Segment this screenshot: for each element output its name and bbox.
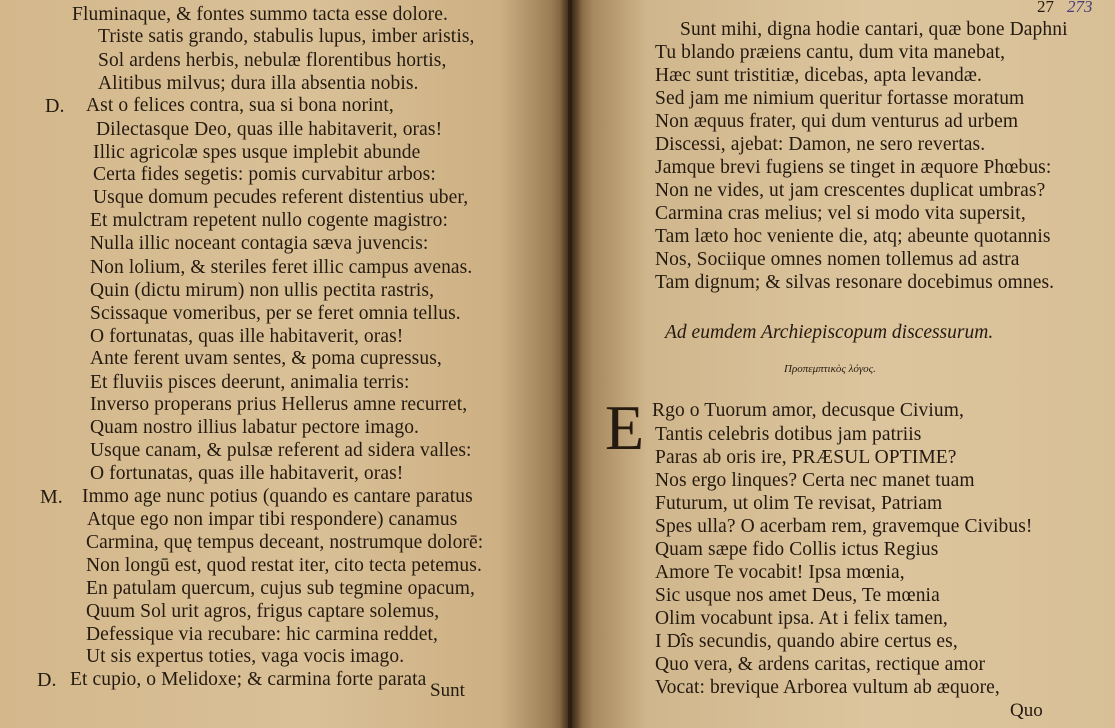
left-verse-line-25: Non longū est, quod restat iter, cito tecta petemus. bbox=[86, 555, 482, 576]
left-verse-line-22: Immo age nunc potius (quando es cantare paratus bbox=[82, 486, 473, 507]
left-verse-line-27: Quum Sol urit agros, frigus captare solemus, bbox=[86, 601, 440, 622]
left-verse-line-10: Et mulctram repetent nullo cogente magistro: bbox=[90, 210, 448, 231]
poem-line-5: Futurum, ut olim Te revisat, Patriam bbox=[655, 493, 943, 514]
speaker-label-1: D. bbox=[45, 95, 65, 117]
book-gutter bbox=[560, 0, 582, 728]
right-verse-line-11: Nos, Sociique omnes nomen tollemus ad astra bbox=[655, 249, 1020, 270]
left-verse-line-21: O fortunatas, quas ille habitaverit, oras! bbox=[90, 463, 404, 484]
speaker-label-3: D. bbox=[37, 669, 57, 691]
left-verse-line-26: En patulam quercum, cujus sub tegmine opacum, bbox=[86, 578, 475, 599]
left-catchword: Sunt bbox=[430, 680, 465, 701]
left-verse-line-15: O fortunatas, quas ille habitaverit, oras! bbox=[90, 326, 404, 347]
left-verse-line-17: Et fluviis pisces deerunt, animalia terris: bbox=[90, 372, 410, 393]
right-catchword: Quo bbox=[1010, 700, 1043, 721]
left-verse-line-23: Atque ego non impar tibi respondere) canamus bbox=[87, 509, 458, 530]
handwritten-page-number: 273 bbox=[1067, 0, 1093, 16]
poem-line-10: Olim vocabunt ipsa. At i felix tamen, bbox=[655, 608, 948, 629]
poem-line-2: Tantis celebris dotibus jam patriis bbox=[655, 424, 922, 445]
right-verse-line-12: Tam dignum; & silvas resonare docebimus omnes. bbox=[655, 272, 1055, 293]
left-verse-line-2: Triste satis grando, stabulis lupus, imber aristis, bbox=[98, 26, 475, 47]
right-verse-line-1: Sunt mihi, digna hodie cantari, quæ bone Daphni bbox=[680, 19, 1068, 40]
left-verse-line-14: Scissaque vomeribus, per se feret omnia tellus. bbox=[90, 303, 461, 324]
page-number: 27 bbox=[1037, 0, 1054, 16]
left-verse-line-30: Et cupio, o Melidoxe; & carmina forte parata bbox=[70, 669, 427, 690]
section-title: Ad eumdem Archiepiscopum discessurum. bbox=[665, 322, 994, 343]
left-verse-line-6: Dilectasque Deo, quas ille habitaverit, oras! bbox=[96, 119, 443, 140]
left-verse-line-19: Quam nostro illius labatur pectore imago. bbox=[90, 417, 420, 438]
left-verse-line-3: Sol ardens herbis, nebulæ florentibus hortis, bbox=[98, 50, 447, 71]
left-verse-line-1: Fluminaque, & fontes summo tacta esse dolore. bbox=[72, 4, 449, 25]
left-verse-line-16: Ante ferent uvam sentes, & poma cupressus, bbox=[90, 348, 442, 369]
greek-subtitle: Προπεμπτικὸς λόγος. bbox=[784, 363, 876, 375]
right-verse-line-10: Tam læto hoc veniente die, atq; abeunte quotannis bbox=[655, 226, 1051, 247]
poem-line-3: Paras ab oris ire, PRÆSUL OPTIME? bbox=[655, 447, 957, 468]
poem-line-9: Sic usque nos amet Deus, Te mœnia bbox=[655, 585, 940, 606]
left-verse-line-8: Certa fides segetis: pomis curvabitur arbos: bbox=[93, 164, 436, 185]
right-verse-line-7: Jamque brevi fugiens se tinget in æquore Phœbus: bbox=[655, 157, 1052, 178]
speaker-label-2: M. bbox=[40, 486, 63, 508]
left-verse-line-28: Defessique via recubare: hic carmina reddet, bbox=[86, 624, 438, 645]
right-verse-line-9: Carmina cras melius; vel si modo vita supersit, bbox=[655, 203, 1026, 224]
drop-cap: E bbox=[605, 392, 645, 463]
right-verse-line-6: Discessi, ajebat: Damon, ne sero revertas. bbox=[655, 134, 986, 155]
right-verse-line-4: Sed jam me nimium queritur fortasse moratum bbox=[655, 88, 1025, 109]
left-verse-line-20: Usque canam, & pulsæ referent ad sidera valles: bbox=[90, 440, 472, 461]
poem-line-1: Rgo o Tuorum amor, decusque Civium, bbox=[652, 400, 965, 421]
poem-line-6: Spes ulla? O acerbam rem, gravemque Civibus! bbox=[655, 516, 1033, 537]
left-verse-line-9: Usque domum pecudes referent distentius uber, bbox=[93, 187, 469, 208]
left-verse-line-11: Nulla illic noceant contagia sæva juvencis: bbox=[90, 233, 429, 254]
poem-line-11: I Dîs secundis, quando abire certus es, bbox=[655, 631, 958, 652]
right-verse-line-5: Non æquus frater, qui dum venturus ad urbem bbox=[655, 111, 1019, 132]
poem-line-4: Nos ergo linques? Certa nec manet tuam bbox=[655, 470, 975, 491]
left-verse-line-12: Non lolium, & steriles feret illic campus avenas. bbox=[90, 257, 473, 278]
right-verse-line-8: Non ne vides, ut jam crescentes duplicat umbras? bbox=[655, 180, 1046, 201]
poem-line-7: Quam sæpe fido Collis ictus Regius bbox=[655, 539, 939, 560]
left-verse-line-5: Ast o felices contra, sua si bona norint, bbox=[86, 95, 394, 116]
left-verse-line-7: Illic agricolæ spes usque implebit abunde bbox=[93, 142, 421, 163]
right-verse-line-2: Tu blando præiens cantu, dum vita manebat, bbox=[655, 42, 1006, 63]
left-verse-line-4: Alitibus milvus; dura illa absentia nobis. bbox=[98, 73, 419, 94]
poem-line-12: Quo vera, & ardens caritas, rectique amor bbox=[655, 654, 986, 675]
left-verse-line-24: Carmina, quę tempus deceant, nostrumque dolorē: bbox=[86, 532, 484, 553]
poem-line-8: Amore Te vocabit! Ipsa mœnia, bbox=[655, 562, 905, 583]
left-verse-line-13: Quin (dictu mirum) non ullis pectita rastris, bbox=[90, 280, 435, 301]
left-verse-line-29: Ut sis expertus toties, vaga vocis imago. bbox=[86, 646, 405, 667]
left-verse-line-18: Inverso properans prius Hellerus amne recurret, bbox=[90, 394, 468, 415]
right-verse-line-3: Hæc sunt tristitiæ, dicebas, apta levandæ. bbox=[655, 65, 982, 86]
poem-line-13: Vocat: brevique Arborea vultum ab æquore, bbox=[655, 677, 1000, 698]
